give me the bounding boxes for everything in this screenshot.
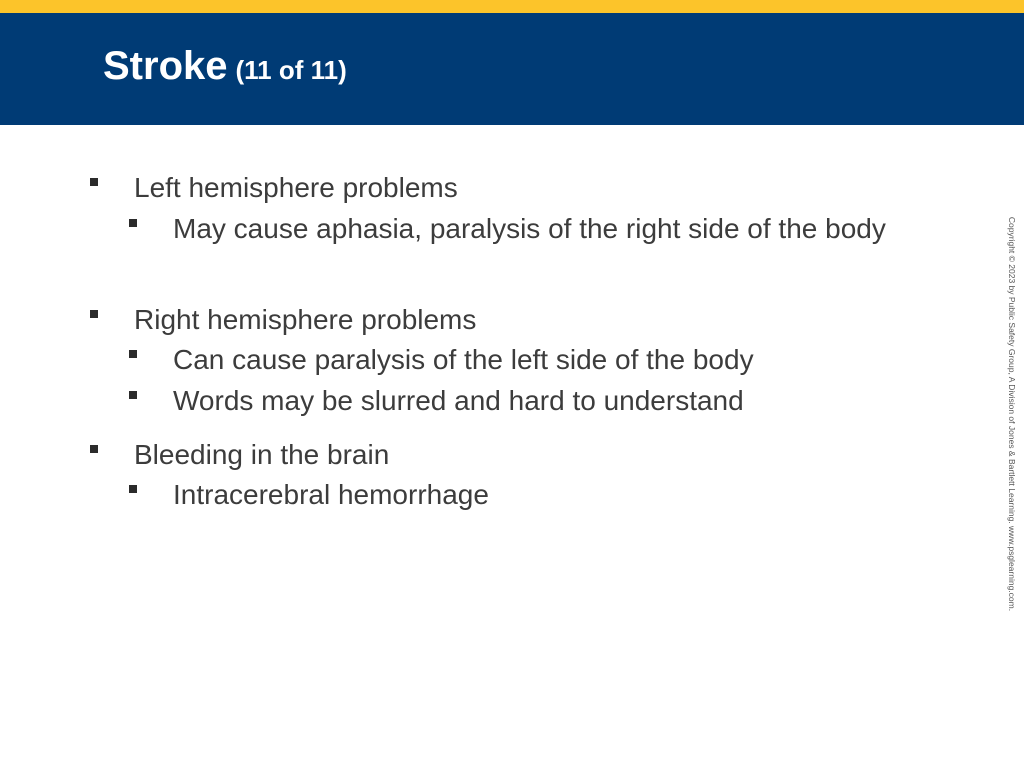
bullet-marker (90, 445, 98, 453)
sub-bullet-marker (129, 485, 137, 493)
bullet-item: Right hemisphere problems (134, 304, 477, 335)
sub-bullet-item: Words may be slurred and hard to understand (173, 385, 744, 416)
sub-bullet-marker (129, 219, 137, 227)
sub-bullet-marker (129, 391, 137, 399)
sub-bullet-item: Intracerebral hemorrhage (173, 479, 489, 510)
sub-bullet-marker (129, 350, 137, 358)
bullet-marker (90, 310, 98, 318)
bullet-item: Left hemisphere problems (134, 172, 458, 203)
bullet-marker (90, 178, 98, 186)
copyright-notice: Copyright © 2023 by Public Safety Group, A Division of Jones & Bartlett Learning. www.psglearning.com. (1007, 216, 1017, 612)
sub-bullet-item: May cause aphasia, paralysis of the right side of the body (173, 213, 886, 244)
title-main: Stroke (103, 44, 228, 88)
bullet-item: Bleeding in the brain (134, 439, 390, 470)
sub-bullet-item: Can cause paralysis of the left side of the body (173, 344, 754, 375)
title-suffix: (11 of 11) (235, 55, 347, 85)
